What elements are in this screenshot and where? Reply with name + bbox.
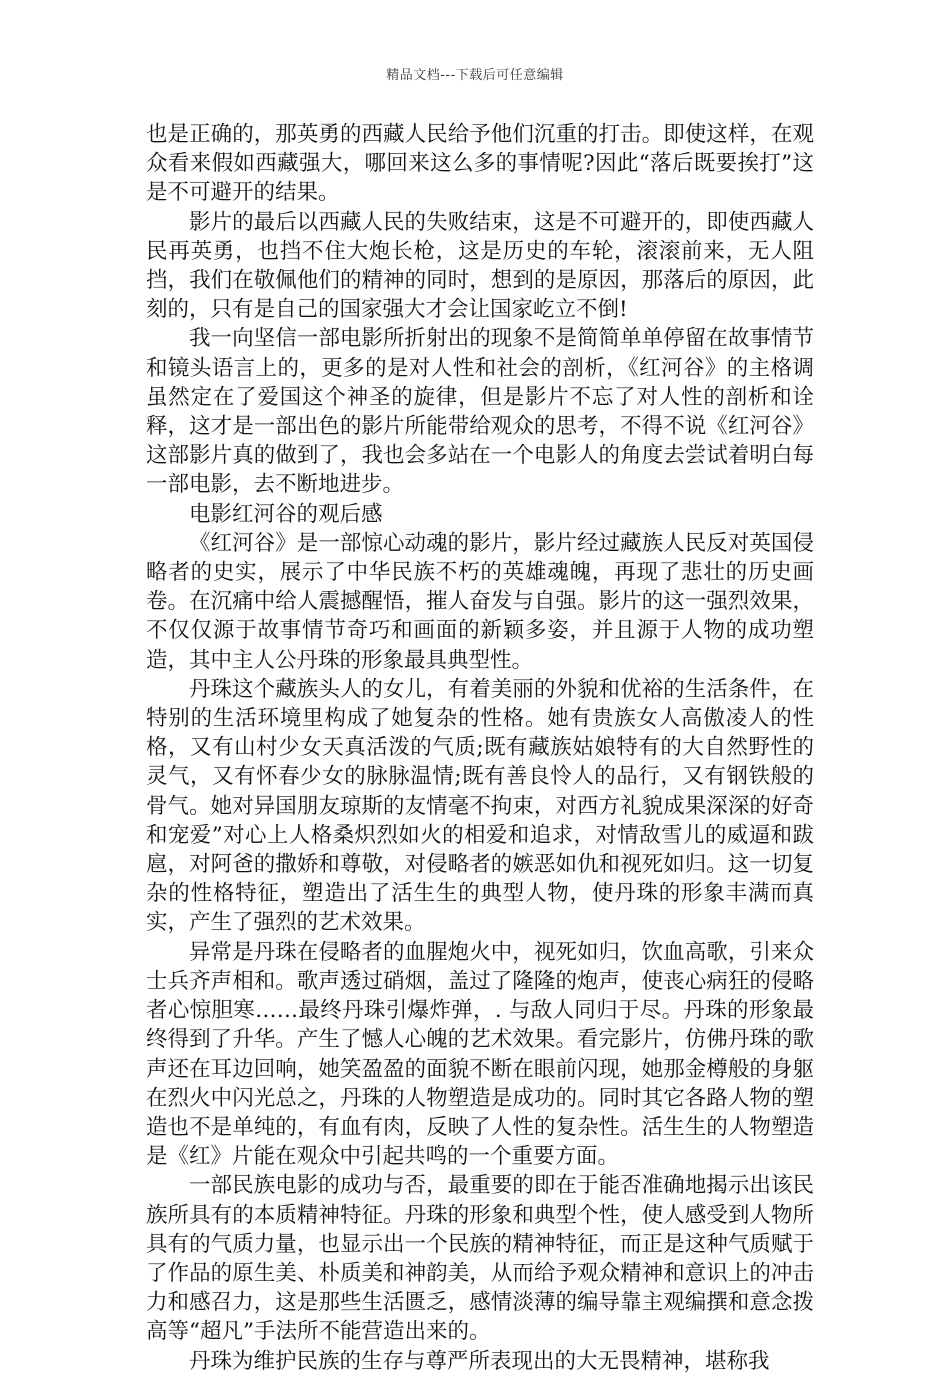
paragraph: 丹珠这个藏族头人的女儿，有着美丽的外貌和优裕的生活条件，在特别的生活环境里构成了她复杂的性格。她有贵族女人高傲凌人的性格，又有山村少女天真活泼的气质;既有藏族姑娘特有的大自然野性的灵气，又有怀春少女的脉脉温情;既有善良怜人的品行，又有钢铁般的骨气。她对异国朋友琼斯的友情毫不拘束，对西方礼貌成果深深的好奇和宠爱”对心上人格桑炽烈如火的相爱和追求，对情敌雪儿的威逼和跋扈，对阿爸的撒娇和尊敬，对侵略者的嫉恶如仇和视死如归。这一切复杂的性格特征，塑造出了活生生的典型人物，使丹珠的形象丰满而真实，产生了强烈的艺术效果。 [146,676,814,936]
paragraph: 我一向坚信一部电影所折射出的现象不是简简单单停留在故事情节和镜头语言上的，更多的是对人性和社会的剖析，《红河谷》的主格调虽然定在了爱国这个神圣的旋律，但是影片不忘了对人性的剖析和诠释，这才是一部出色的影片所能带给观众的思考，不得不说《红河谷》这部影片真的做到了，我也会多站在一个电影人的角度去尝试着明白每一部电影，去不断地进步。 [146,326,814,498]
paragraph: 《红河谷》是一部惊心动魂的影片，影片经过藏族人民反对英国侵略者的史实，展示了中华民族不朽的英雄魂魄，再现了悲壮的历史画卷。在沉痛中给人震撼醒悟，摧人奋发与自强。影片的这一强烈效果，不仅仅源于故事情节奇巧和画面的新颖多姿，并且源于人物的成功塑造，其中主人公丹珠的形象最具典型性。 [146,530,814,673]
page-header: 精品文档---下载后可任意编辑 [386,68,564,83]
section-title: 电影红河谷的观后感 [189,501,383,527]
paragraph: 也是正确的，那英勇的西藏人民给予他们沉重的打击。即使这样，在观众看来假如西藏强大，哪回来这么多的事情呢?因此“落后既要挨打”这是不可避开的结果。 [146,122,814,206]
paragraph: 影片的最后以西藏人民的失败结束，这是不可避开的，即使西藏人民再英勇，也挡不住大炮长枪，这是历史的车轮，滚滚前来，无人阻挡，我们在敬佩他们的精神的同时，想到的是原因，那落后的原因，此刻的，只有是自己的国家强大才会让国家屹立不倒! [146,209,814,323]
paragraph: 一部民族电影的成功与否，最重要的即在于能否准确地揭示出该民族所具有的本质精神特征。丹珠的形象和典型个性，使人感受到人物所具有的气质力量，也显示出一个民族的精神特征，而正是这种气质赋于了作品的原生美、朴质美和神韵美，从而给予观众精神和意识上的冲击力和感召力，这是那些生活匮乏，感情淡薄的编导靠主观编撰和意念拨高等“超凡”手法所不能营造出来的。 [146,1173,814,1345]
document-body [146,120,814,1376]
paragraph: 丹珠为维护民族的生存与尊严所表现出的大无畏精神，堪称我 [189,1348,770,1374]
paragraph: 异常是丹珠在侵略者的血腥炮火中，视死如归，饮血高歌，引来众士兵齐声相和。歌声透过硝烟，盖过了隆隆的炮声，使丧心病狂的侵略者心惊胆寒……最终丹珠引爆炸弹，. 与敌人同归于尽。丹珠的形象最终得到了升华。产生了憾人心魄的艺术效果。看完影片，仿佛丹珠的歌声还在耳边回响，她笑盈盈的面貌不断在眼前闪现，她那金樽般的身躯在烈火中闪光总之，丹珠的人物塑造是成功的。同时其它各路人物的塑造也不是单纯的，有血有肉，反映了人性的复杂性。活生生的人物塑造是《红》片能在观众中引起共鸣的一个重要方面。 [146,939,814,1170]
